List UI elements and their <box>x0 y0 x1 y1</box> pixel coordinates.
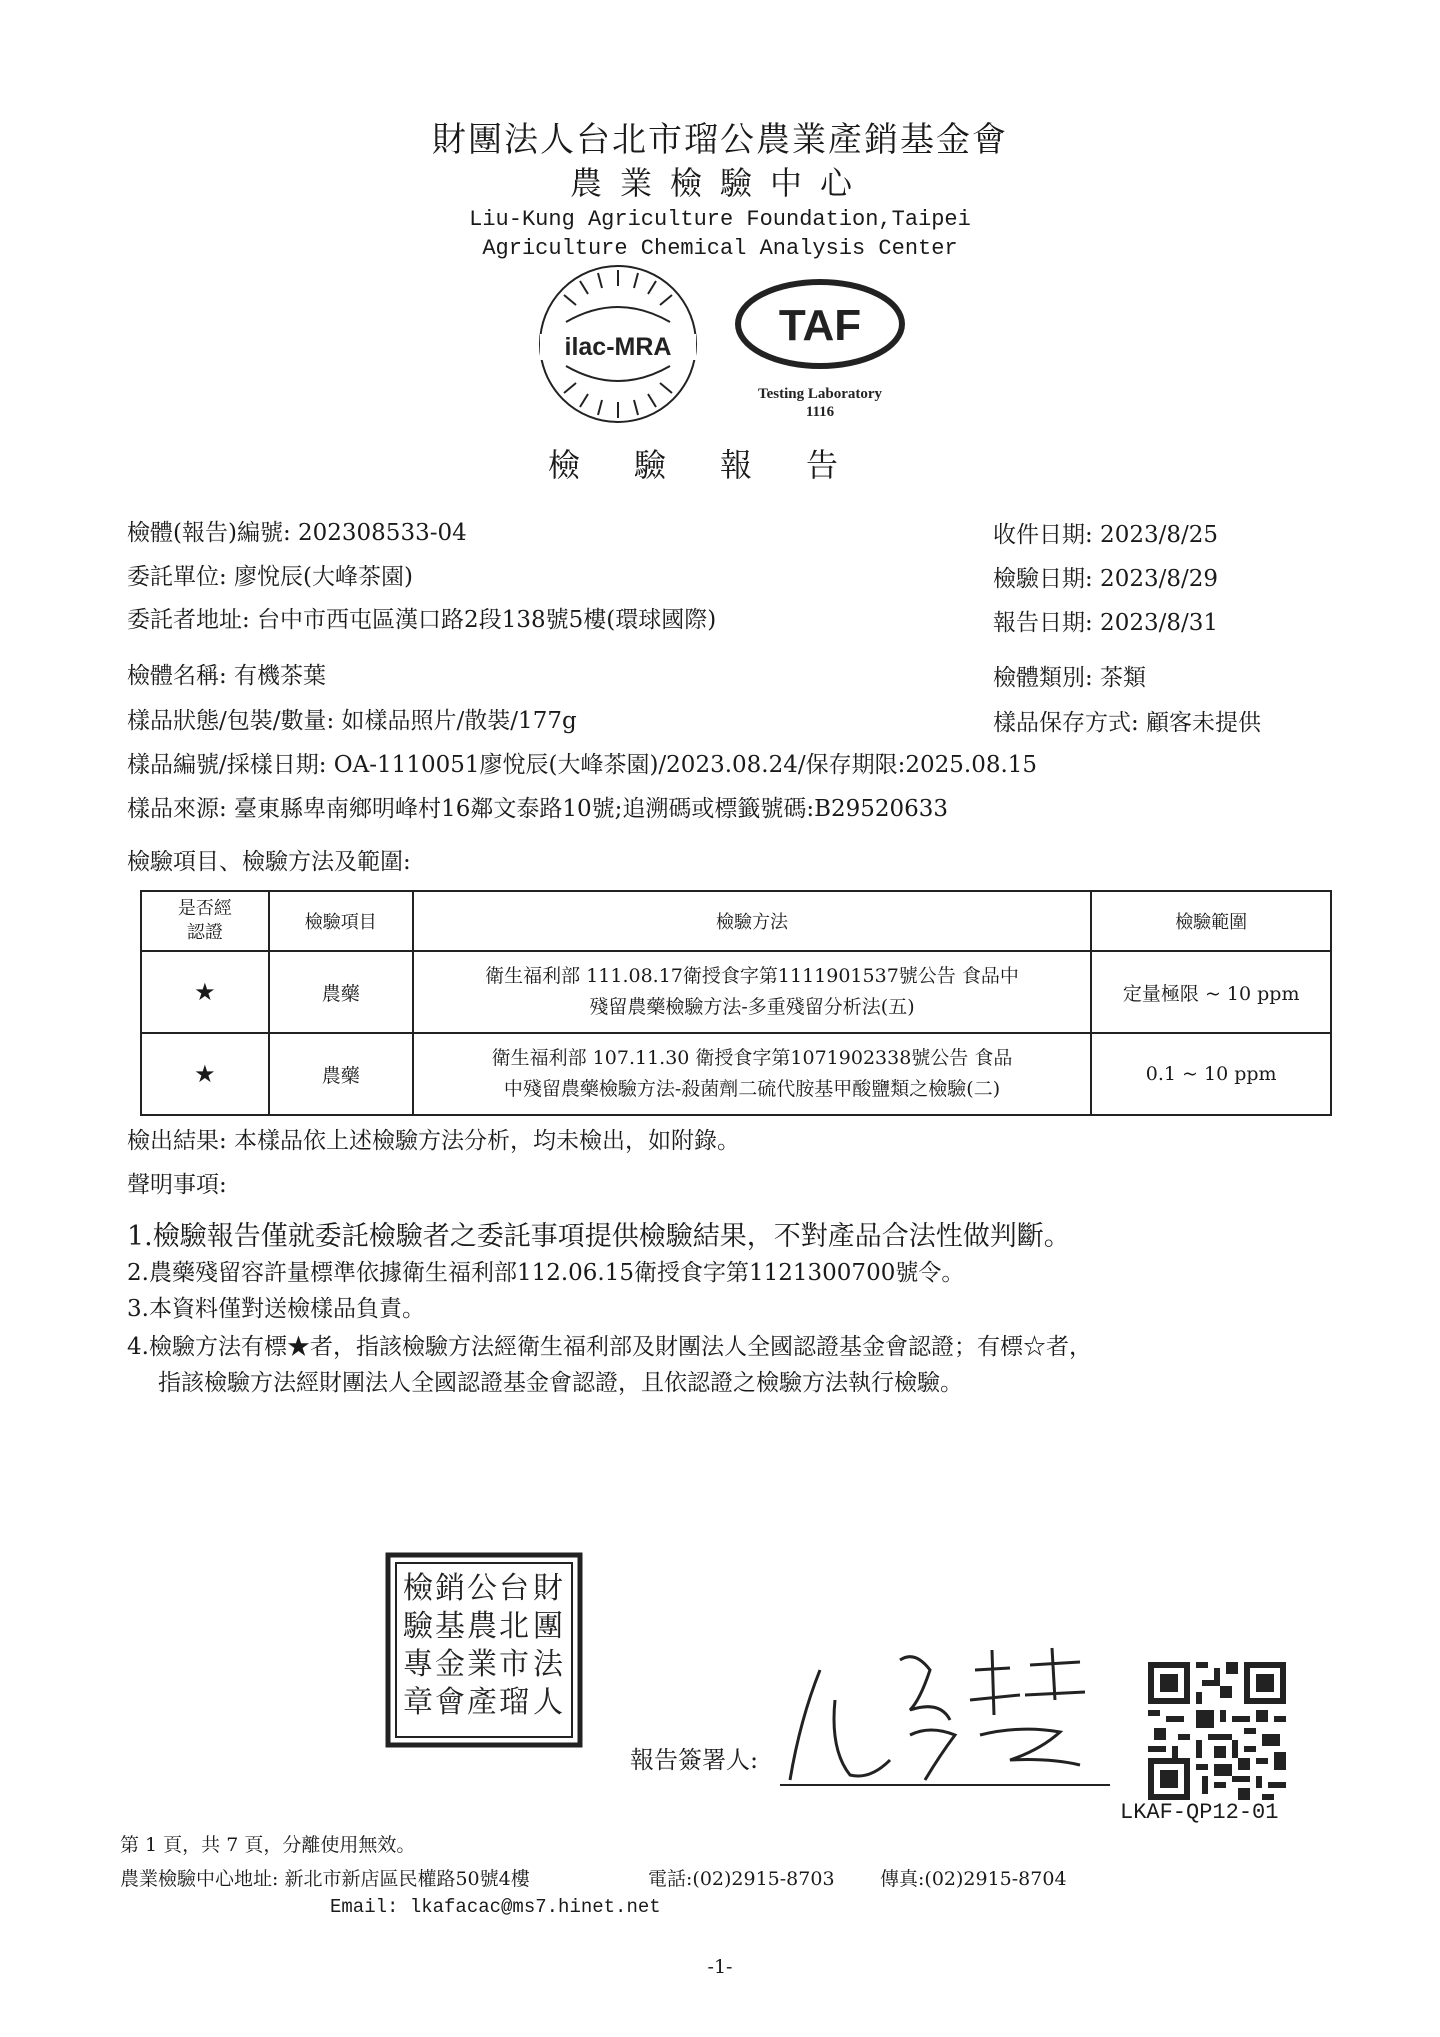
ilac-mra-logo-icon <box>536 262 700 426</box>
table-row <box>141 1033 1331 1115</box>
statement-4: 4.檢驗方法有標★者，指該檢驗方法經衛生福利部及財團法人全國認證基金會認證；有標☆者， <box>127 1334 1092 1360</box>
svg-text:基: 基 <box>435 1609 465 1644</box>
report-number: 檢體(報告)編號: 202308533-04 <box>127 520 467 546</box>
svg-text:章: 章 <box>403 1685 433 1720</box>
sample-number: 樣品編號/採樣日期: OA-1110051廖悅辰(大峰茶園)/2023.08.24/保存期限:2025.08.15 <box>127 752 1038 778</box>
client-address: 委託者地址: 台中市西屯區漢口路2段138號5樓(環球國際) <box>127 607 717 633</box>
table-row <box>141 951 1331 1033</box>
received-date: 收件日期: 2023/8/25 <box>993 522 1218 548</box>
page-number: -1- <box>707 1956 733 1978</box>
test-item: 農藥 <box>269 1033 413 1115</box>
statement-2: 2.農藥殘留容許量標準依據衛生福利部112.06.15衛授食字第1121300700號令。 <box>127 1260 965 1286</box>
certified-star: ★ <box>141 1033 269 1115</box>
svg-text:公: 公 <box>467 1571 497 1606</box>
org-name-cn: 財團法人台北市瑠公農業產銷基金會 <box>432 120 1008 160</box>
footer-fax: 傳真:(02)2915-8704 <box>880 1868 1067 1890</box>
seal-stamp-icon <box>385 1552 583 1748</box>
sample-category: 檢體類別: 茶類 <box>993 665 1147 691</box>
center-name-cn: 農業檢驗中心 <box>569 164 870 202</box>
test-range: 0.1 ~ 10 ppm <box>1091 1033 1331 1115</box>
statement-1: 1.檢驗報告僅就委託檢驗者之委託事項提供檢驗結果，不對產品合法性做判斷。 <box>127 1221 1071 1252</box>
table-heading: 檢驗項目、檢驗方法及範圍: <box>127 849 411 875</box>
svg-text:業: 業 <box>467 1647 497 1682</box>
client-unit: 委託單位: 廖悅辰(大峰茶園) <box>127 564 414 590</box>
svg-text:人: 人 <box>533 1685 563 1720</box>
svg-text:TAF: TAF <box>778 301 862 350</box>
sample-state: 樣品狀態/包裝/數量: 如樣品照片/散裝/177g <box>127 708 577 734</box>
header-method: 檢驗方法 <box>413 891 1092 951</box>
svg-text:專: 專 <box>403 1647 433 1682</box>
svg-text:ilac-MRA: ilac-MRA <box>564 333 672 361</box>
test-item: 農藥 <box>269 951 413 1033</box>
statement-4-cont: 指該檢驗方法經財團法人全國認證基金會認證，且依認證之檢驗方法執行檢驗。 <box>158 1370 963 1396</box>
svg-text:法: 法 <box>533 1647 563 1682</box>
test-result: 檢出結果: 本樣品依上述檢驗方法分析，均未檢出，如附錄。 <box>127 1128 741 1154</box>
svg-text:會: 會 <box>435 1685 465 1720</box>
svg-text:產: 產 <box>467 1685 497 1720</box>
storage-method: 樣品保存方式: 顧客未提供 <box>993 710 1262 736</box>
svg-text:檢: 檢 <box>403 1571 433 1606</box>
statement-3: 3.本資料僅對送檢樣品負責。 <box>127 1296 425 1322</box>
sample-name: 檢體名稱: 有機茶葉 <box>127 663 327 689</box>
svg-text:台: 台 <box>499 1571 529 1606</box>
header-certified: 是否經認證 <box>141 891 269 951</box>
test-range: 定量極限 ~ 10 ppm <box>1091 951 1331 1033</box>
qr-code-icon <box>1148 1662 1286 1800</box>
svg-text:團: 團 <box>533 1609 563 1644</box>
test-items-table <box>140 890 1332 1116</box>
footer-email: Email: lkafacac@ms7.hinet.net <box>330 1896 661 1918</box>
svg-text:驗: 驗 <box>403 1609 433 1644</box>
footer-address: 農業檢驗中心地址: 新北市新店區民權路50號4樓 <box>120 1868 530 1890</box>
center-name-en: Agriculture Chemical Analysis Center <box>482 236 958 261</box>
svg-text:農: 農 <box>467 1609 497 1644</box>
form-code: LKAF-QP12-01 <box>1120 1800 1279 1825</box>
svg-text:金: 金 <box>435 1647 465 1682</box>
signature-line <box>780 1784 1110 1786</box>
signature-icon <box>780 1640 1110 1790</box>
svg-text:瑠: 瑠 <box>499 1685 529 1720</box>
footer-phone: 電話:(02)2915-8703 <box>648 1868 835 1890</box>
taf-logo-icon <box>732 276 908 436</box>
footer-pages: 第 1 頁，共 7 頁，分離使用無效。 <box>120 1834 416 1856</box>
svg-text:財: 財 <box>533 1571 563 1606</box>
report-date: 報告日期: 2023/8/31 <box>993 610 1218 636</box>
test-method: 衛生福利部 111.08.17衛授食字第1111901537號公告 食品中 殘留農藥檢驗方法-多重殘留分析法(五) <box>413 951 1092 1033</box>
signer-label: 報告簽署人: <box>630 1746 759 1774</box>
statement-heading: 聲明事項: <box>127 1172 227 1198</box>
svg-text:市: 市 <box>499 1647 529 1682</box>
certified-star: ★ <box>141 951 269 1033</box>
svg-text:銷: 銷 <box>435 1571 465 1606</box>
report-title: 檢驗報告 <box>547 446 892 484</box>
test-method: 衛生福利部 107.11.30 衛授食字第1071902338號公告 食品 中殘留農藥檢驗方法-殺菌劑二硫代胺基甲酸鹽類之檢驗(二) <box>413 1033 1092 1115</box>
org-name-en: Liu-Kung Agriculture Foundation,Taipei <box>469 207 971 232</box>
svg-text:1116: 1116 <box>805 404 835 420</box>
svg-text:北: 北 <box>499 1609 529 1644</box>
test-date: 檢驗日期: 2023/8/29 <box>993 566 1218 592</box>
sample-source: 樣品來源: 臺東縣卑南鄉明峰村16鄰文泰路10號;追溯碼或標籤號碼:B29520633 <box>127 796 949 822</box>
header-item: 檢驗項目 <box>269 891 413 951</box>
table-header-row <box>141 891 1331 951</box>
header-range: 檢驗範圍 <box>1091 891 1331 951</box>
svg-text:Testing Laboratory: Testing Laboratory <box>757 386 883 402</box>
